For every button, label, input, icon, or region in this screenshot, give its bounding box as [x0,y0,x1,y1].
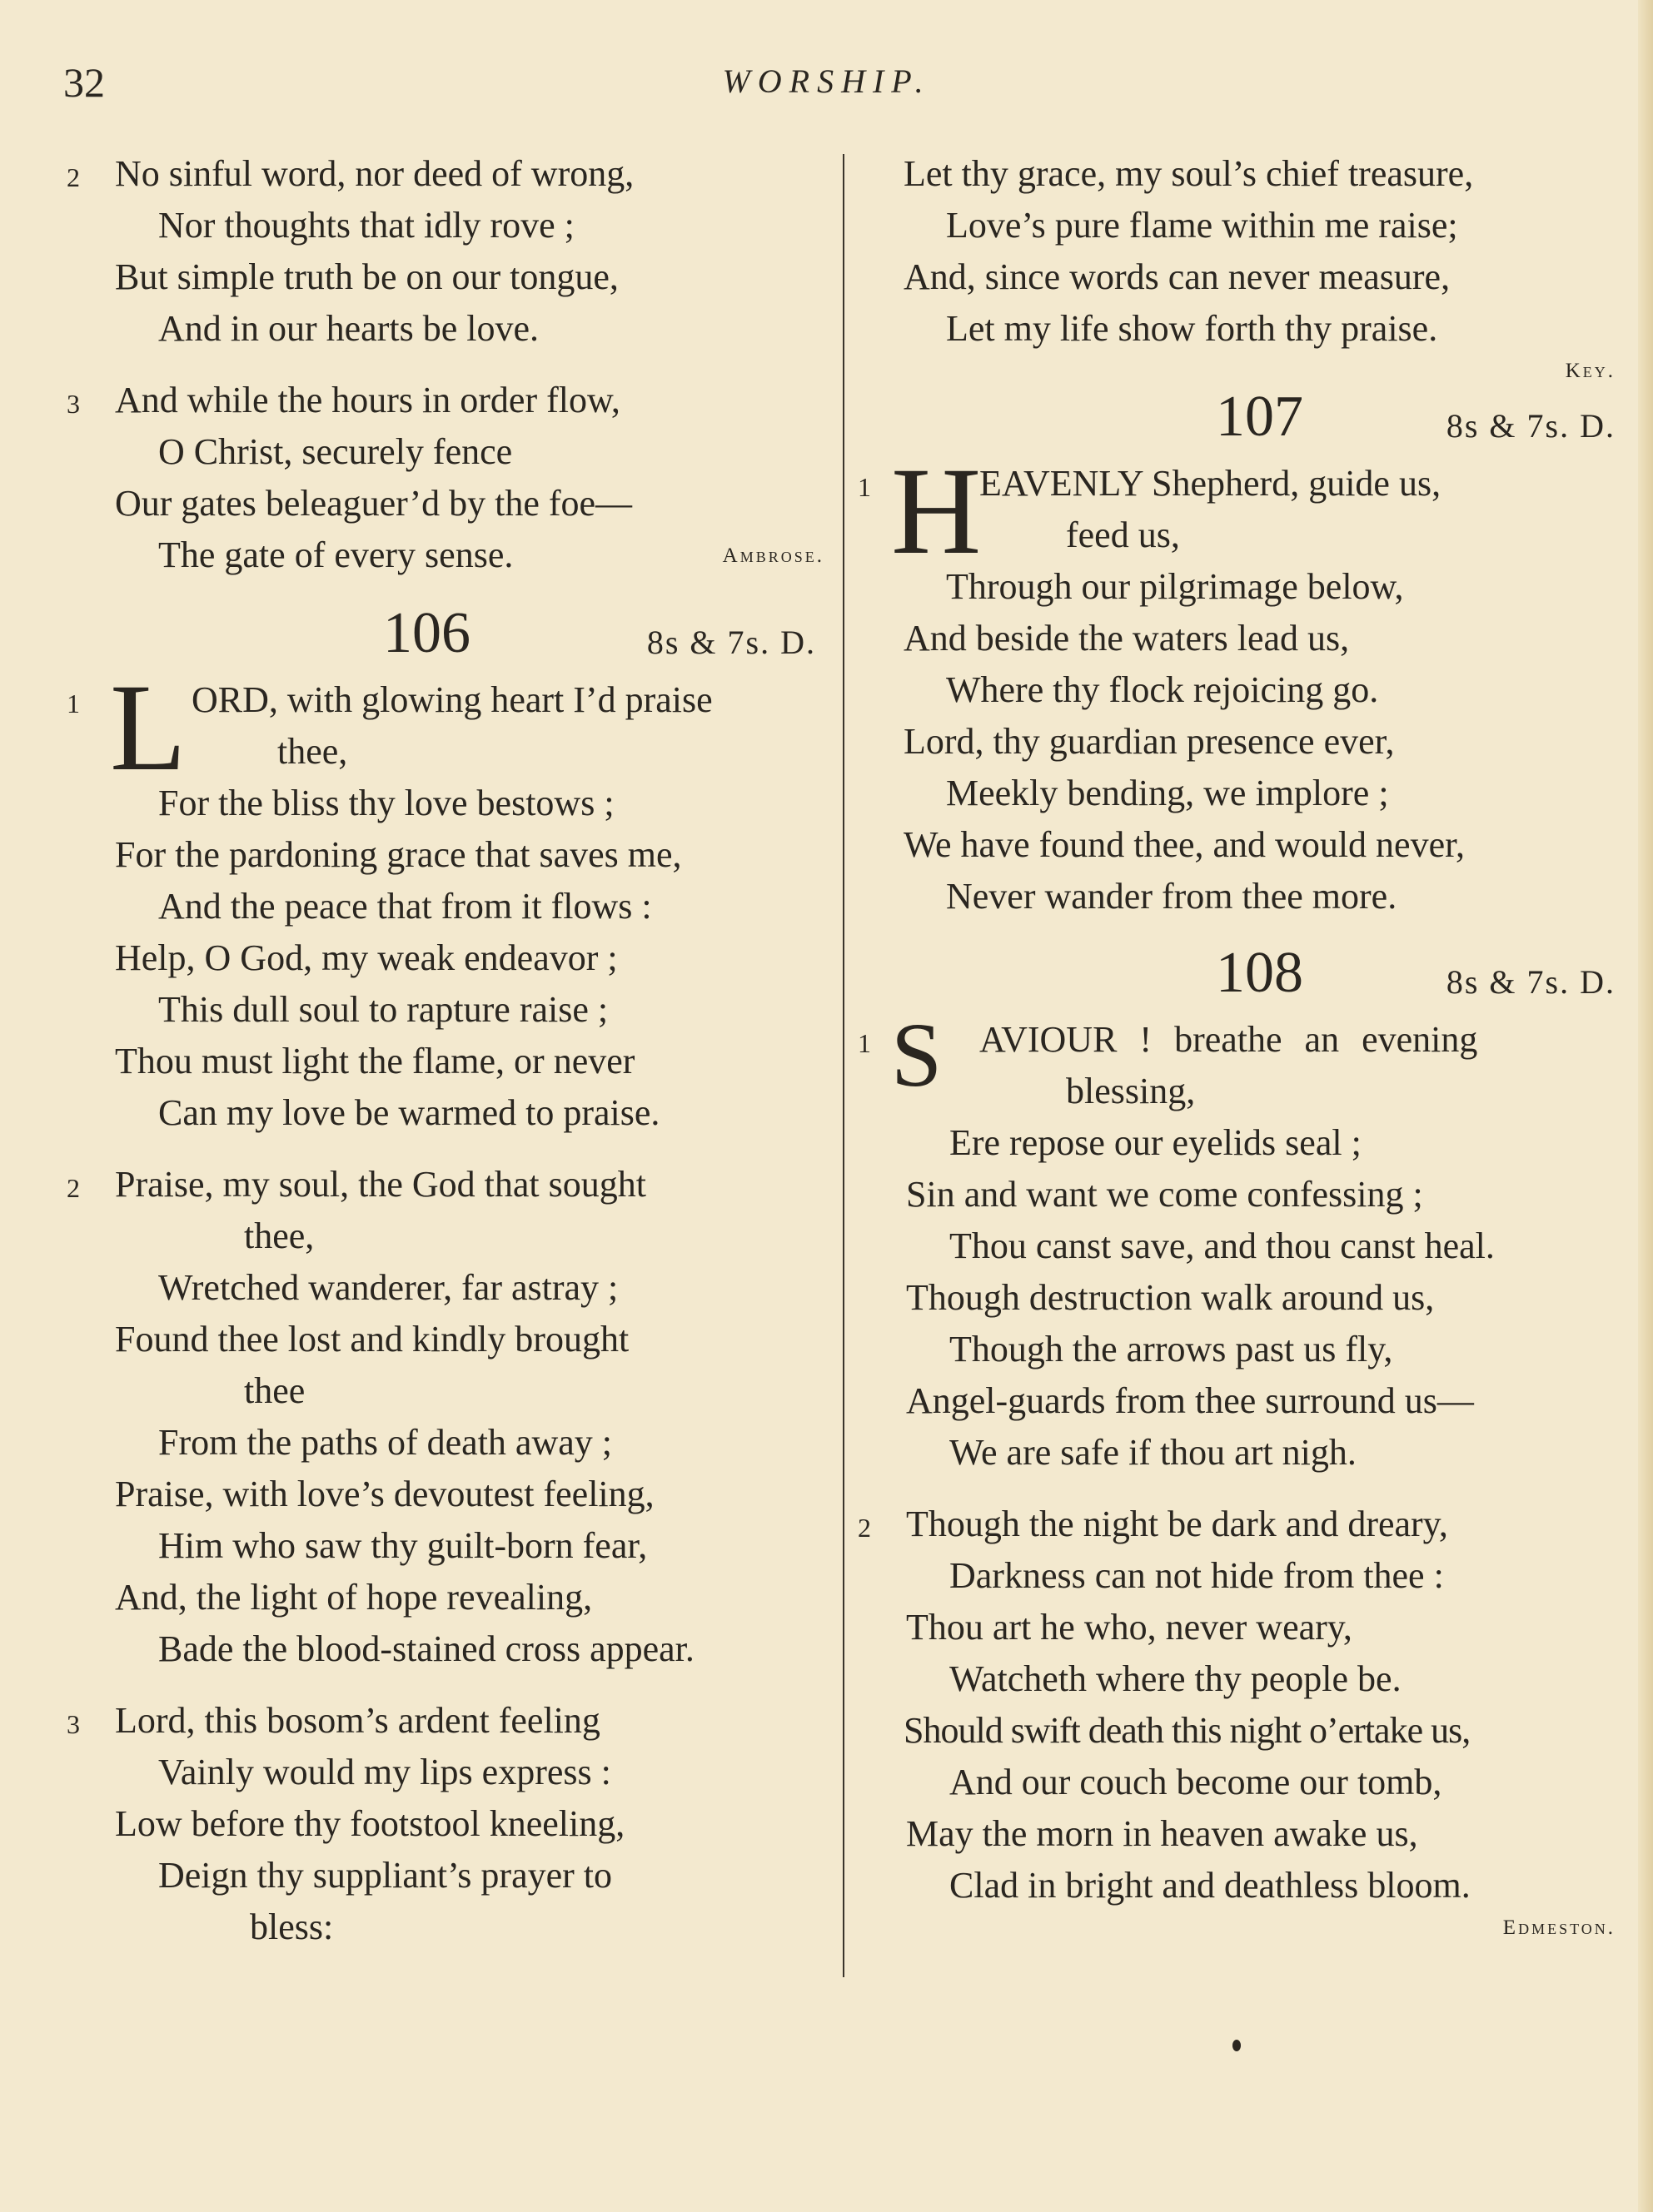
hymn-meter: 8s & 7s. D. [646,624,816,661]
running-title: WORSHIP. [722,62,931,100]
author-attribution: Edmeston. [1502,1916,1616,1939]
first-line-drop-cap [67,659,833,797]
verse-line: feed us, [1066,514,1180,555]
verse-number: 3 [67,1709,80,1739]
verse-line: We are safe if thou art nigh. [949,1432,1357,1473]
verse-line: ORD, with glowing heart I’d praise [192,679,713,720]
verse-line: Help, O God, my weak endeavor ; [115,937,618,978]
verse-line: And beside the waters lead us, [904,618,1350,659]
stanza [67,375,833,581]
verse-line: Found thee lost and kindly brought [115,1319,630,1360]
verse-line: thee, [244,1215,315,1256]
verse-line: Clad in bright and deathless bloom. [949,1865,1471,1906]
verse-line: 2 No sinful word, nor deed of wrong, [67,148,833,200]
verse-line: Never wander from thee more. [946,876,1397,917]
drop-cap: L [110,659,187,797]
verse-line: For the bliss thy love bestows ; [158,783,615,823]
first-line-drop-cap [858,442,1624,580]
verse-line: O Christ, securely fence [158,431,513,472]
verse-line: Thou art he who, never weary, [906,1607,1352,1648]
verse-line: May the morn in heaven awake us, [906,1813,1418,1854]
verse-line: Where thy flock rejoicing go. [946,669,1379,710]
verse-line: Thou must light the flame, or never [115,1041,635,1081]
verse-line: bless: [250,1906,334,1947]
column-divider [843,154,844,1977]
verse-line: Though destruction walk around us, [906,1277,1435,1318]
verse-line: Nor thoughts that idly rove ; [158,205,575,246]
verse-number: 3 [67,389,80,419]
verse-line: Ere repose our eyelids seal ; [949,1122,1362,1163]
first-line-drop-cap [858,1004,1624,1117]
verse-number: 1 [858,472,871,502]
verse-line: Praise, with love’s devoutest feeling, [115,1474,655,1514]
verse-number: 2 [858,1513,871,1543]
verse-line: This dull soul to rapture raise ; [158,989,609,1030]
verse-line: thee [244,1370,306,1411]
right-column [858,148,1624,1945]
verse-line: AVIOUR ! breathe an evening [979,1019,1478,1060]
hymn-meter: 8s & 7s. D. [1446,407,1616,445]
verse-line: Let my life show forth thy praise. [946,308,1438,349]
hymn-number: 106 [383,601,471,665]
stanza [67,1159,833,1675]
page-number: 32 [63,59,105,106]
verse-line: And our couch become our tomb, [949,1762,1442,1802]
author-attribution: Ambrose. [722,544,824,567]
verse-number: 2 [67,162,80,192]
verse-line: Wretched wanderer, far astray ; [158,1267,619,1308]
drop-cap: H [891,442,982,580]
verse-line: And, the light of hope revealing, [115,1577,593,1618]
hymn-meter: 8s & 7s. D. [1446,963,1616,1001]
verse-line: 3 And while the hours in order flow, [67,375,833,426]
ink-speck [1232,2040,1241,2051]
verse-line: Through our pilgrimage below, [946,566,1404,607]
verse-line: Angel-guards from thee surround us— [906,1380,1474,1421]
verse-line: And the peace that from it flows : [158,886,652,927]
verse-line: Lord, thy guardian presence ever, [904,721,1395,762]
verse-line: Watcheth where thy people be. [949,1658,1402,1699]
verse-line: Thou canst save, and thou canst heal. [949,1225,1495,1266]
verse-line: Vainly would my lips express : [158,1752,611,1792]
verse-line: Should swift death this night o’ertake us, [904,1710,1471,1751]
verse-line: EAVENLY Shepherd, guide us, [979,463,1441,504]
verse-line: And in our hearts be love. [158,308,539,349]
verse-line: Though the arrows past us fly, [949,1329,1393,1369]
verse-line: Low before thy footstool kneeling, [115,1803,625,1844]
page-edge [1638,0,1653,2212]
stanza [858,148,1624,388]
verse-line: For the pardoning grace that saves me, [115,834,682,875]
hymn-number: 108 [1216,941,1303,1005]
verse-line: 2 Praise, my soul, the God that sought [67,1159,833,1210]
verse-line: thee, [277,731,348,772]
stanza [858,1499,1624,1945]
stanza [67,148,833,355]
verse-line: Love’s pure flame within me raise; [946,205,1458,246]
verse-line: blessing, [1066,1071,1196,1111]
verse-line: Bade the blood-stained cross appear. [158,1628,695,1669]
verse-line: Darkness can not hide from thee : [949,1555,1444,1596]
verse-line: 3 Lord, this bosom’s ardent feeling [67,1695,833,1747]
verse-number: 1 [67,688,80,718]
hymn-heading [858,937,1624,1014]
verse-line: Can my love be warmed to praise. [158,1092,660,1133]
verse-line: Our gates beleaguer’d by the foe— [115,483,633,524]
verse-line: Meekly bending, we implore ; [946,773,1389,813]
verse-number: 2 [67,1173,80,1203]
verse-line: Sin and want we come confessing ; [906,1174,1423,1215]
hymn-number: 107 [1216,385,1303,449]
author-attribution: Key. [1565,360,1616,382]
verse-line: And, since words can never measure, [904,256,1451,297]
verse-line: We have found thee, and would never, [904,824,1466,865]
drop-cap: S [891,1004,943,1106]
verse-line: From the paths of death away ; [158,1422,612,1463]
verse-line: Him who saw thy guilt-born fear, [158,1525,648,1566]
stanza [67,1695,833,1953]
verse-number: 1 [858,1028,871,1058]
left-column [67,148,833,1953]
verse-line: Let thy grace, my soul’s chief treasure, [904,153,1474,194]
verse-line: 2 Though the night be dark and dreary, [858,1499,1624,1550]
verse-line: Deign thy suppliant’s prayer to [158,1855,613,1896]
verse-line: But simple truth be on our tongue, [115,256,619,297]
verse-line: The gate of every sense. Ambrose. [158,534,824,575]
